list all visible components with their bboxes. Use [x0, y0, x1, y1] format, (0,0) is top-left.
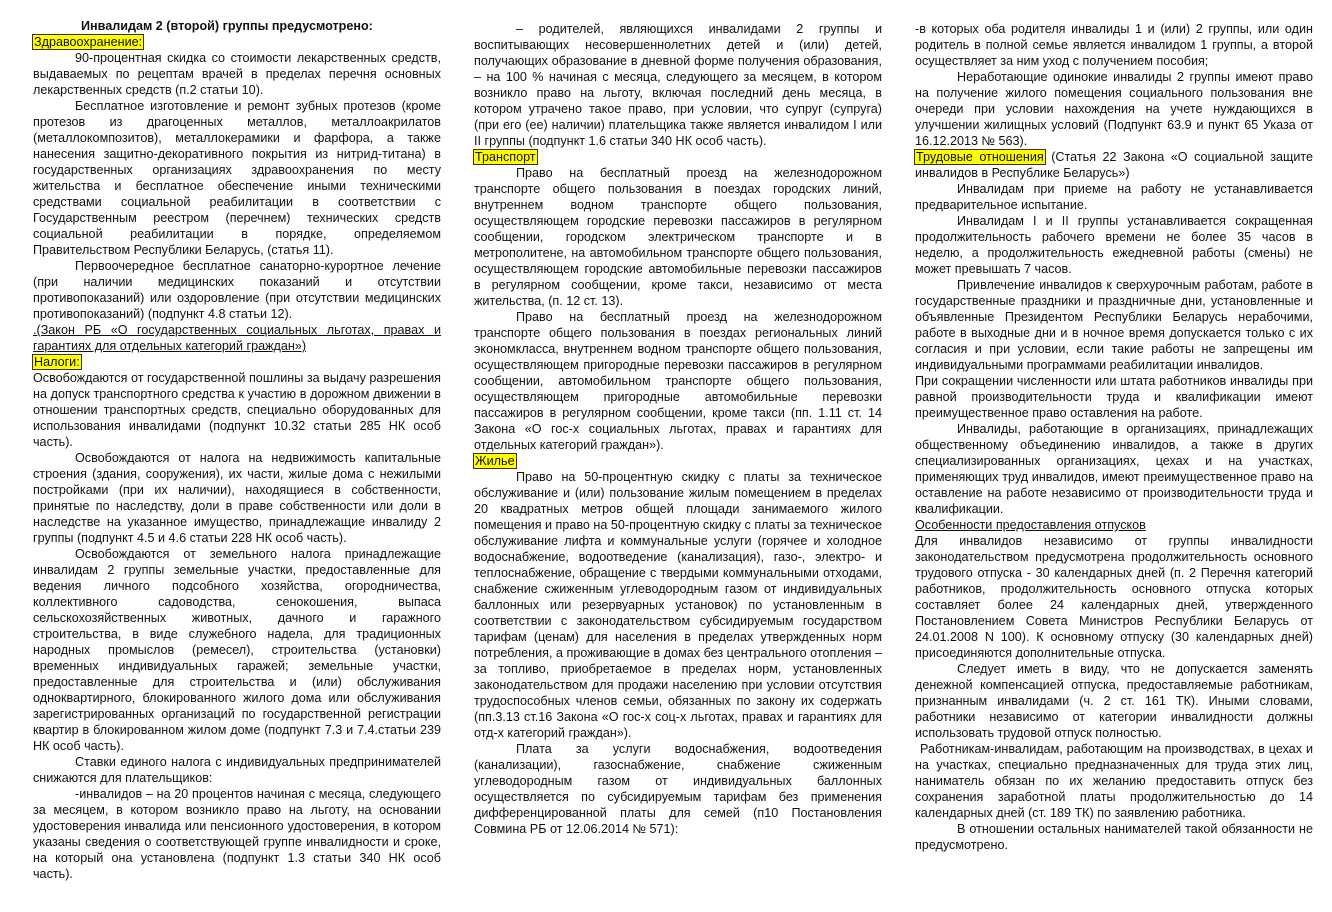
- paragraph: -инвалидов – на 20 процентов начиная с месяца, следующего за месяцем, в котором возникло право на льготу, на основании удостоверения инвалида или пенсионного удостоверения, в котором указаны сведения о соответствующей группе инвалидности и сроке, на который она установлена (подпункт 1.3 статьи 340 НК особ часть).: [33, 787, 441, 881]
- highlighted-heading: Жилье: [475, 454, 515, 468]
- column-2: [474, 21, 882, 837]
- paragraph: Инвалиды, работающие в организациях, принадлежащих общественному объединению инвалидов, а также в других специализированных организациях, цехах и на участках, применяющих труд инвалидов, имеют преимущественное право на оставление на работе независимо от производительности труда и квалификации.: [915, 422, 1313, 516]
- paragraph: Освобождаются от государственной пошлины за выдачу разрешения на допуск транспортного средства к участию в дорожном движении в отношении транспортных средств, специально оборудованных для использования инвалидами (подпункт 10.32 статьи 285 НК особ часть).: [33, 371, 441, 449]
- paragraph: Инвалидам I и II группы устанавливается сокращенная продолжительность рабочего времени не более 35 часов в неделю, а продолжительность ежедневной работы (смены) не может превышать 7 часов.: [915, 214, 1313, 276]
- paragraph: В отношении остальных нанимателей такой обязанности не предусмотрено.: [915, 822, 1313, 852]
- highlighted-heading: Налоги:: [34, 355, 80, 369]
- highlighted-heading: Транспорт: [475, 150, 536, 164]
- paragraph: Неработающие одинокие инвалиды 2 группы имеют право на получение жилого помещения социального пользования вне очереди при условии нахождения на учете нуждающихся в улучшении жилищных условий (Подпункт 63.9 и пункт 65 Указа от 16.12.2013 № 563).: [915, 70, 1313, 148]
- paragraph: Освобождаются от земельного налога принадлежащие инвалидам 2 группы земельные участки, предоставленные для ведения личного подсобного хозяйства, огородничества, коллективного садоводства, сенокошения, выпаса сельскохозяйственных животных, дачного и гаражного строительства, в виде служебного надела, для традиционных народных промыслов (ремесел), строительства (установки) временных индивидуальных гаражей; земельные участки, предоставленные для строительства и (или) обслуживания одноквартирного, блокированного жилого дома или обслуживания зарегистрированных организаций по государственной регистрации квартир в блокированном жилом доме (подпункт 7.3 и 7.4.статьи 239 НК особ часть).: [33, 547, 441, 753]
- paragraph: Бесплатное изготовление и ремонт зубных протезов (кроме протезов из драгоценных металлов, металлоакрилатов (металлокомпозитов), металлокерамики и фарфора, а также нанесения защитно-декоративного покрытия из нитрид-титана) в государственных организациях здравоохранения по месту жительства и бесплатное обеспечение иными техническими средствами социальной реабилитации в соответствии с Государственным реестром (перечнем) технических средств социальной реабилитации в порядке, определяемом Правительством Республики Беларусь, (статья 11).: [33, 99, 441, 257]
- column-1: [33, 18, 441, 882]
- section-heading-labor: [915, 149, 1313, 181]
- paragraph: Плата за услуги водоснабжения, водоотведения (канализации), газоснабжение, снабжение сжиженным углеводородным газом от индивидуальных баллонных осуществляется по субсидируемым тарифам без применения дифференцированной платы для семей (п10 Постановления Совмина РБ от 12.06.2014 № 571):: [474, 742, 882, 836]
- paragraph: Для инвалидов независимо от группы инвалидности законодательством предусмотрена продолжительность основного трудового отпуска - 30 календарных дней (п. 2 Перечня категорий работников, продолжительность основного отпуска которых составляет более 24 календарных дней, утвержденного Постановлением Совета Министров Республики Беларусь от 24.01.2008 N 100). К основному отпуску (30 календарных дней) присоединяются дополнительные отпуска.: [915, 534, 1313, 660]
- paragraph: Право на бесплатный проезд на железнодорожном транспорте общего пользования в поездах региональных линий экономкласса, внутреннем водном транспорте общего пользования, осуществляющем пригородные перевозки пассажиров в регулярном сообщении, автомобильном транспорте общего пользования, осуществляющем пригородные автомобильные перевозки пассажиров в регулярном сообщении, кроме такси (пп. 1.11 ст. 14 Закона «О гос-х социальных льготах, правах и гарантиях для отдельных категорий граждан»).: [474, 310, 882, 452]
- section-heading-housing: [474, 453, 882, 469]
- paragraph: Право на 50-процентную скидку с платы за техническое обслуживание и (или) пользование жилым помещением в пределах 20 квадратных метров общей площади занимаемого жилого помещения и право на 50-процентную скидку с платы за техническое обслуживание лифта и коммунальные услуги (горячее и холодное водоснабжение, водоотведение (канализация), газо-, электро- и теплоснабжение, обращение с твердыми коммунальными отходами, снабжение сжиженным углеводородным газом от индивидуальных баллонных или резервуарных установок) по установленным в соответствии с законодательством субсидируемым государством тарифам (ценам) для населения в пределах утвержденных норм потребления, а проживающие в домах без центрального отопления – за топливо, приобретаемое в пределах норм, установленных законодательством для продажи населению при условии отсутствия трудоспособных членов семьи, обязанных по закону их содержать (пп.3.13 ст.16 Закона «О гос-х соц-х льготах, правах и гарантиях для отд-х категорий граждан»).: [474, 470, 882, 740]
- section-heading-transport: [474, 149, 882, 165]
- section-heading-vacation: Особенности предоставления отпусков: [915, 518, 1146, 532]
- highlighted-heading: Трудовые отношения: [916, 150, 1044, 164]
- paragraph: 90-процентная скидка со стоимости лекарственных средств, выдаваемых по рецептам врачей в пределах перечня основных лекарственных средств (п.2 статьи 10).: [33, 51, 441, 97]
- paragraph: Инвалидам при приеме на работу не устанавливается предварительное испытание.: [915, 182, 1313, 212]
- paragraph: Работникам-инвалидам, работающим на производствах, в цехах и на участках, специально предназначенных для труда этих лиц, наниматель обязан по их желанию предоставить отпуск без сохранения заработной платы продолжительностью до 14 календарных дней (ст. 189 ТК) по заявлению работника.: [915, 742, 1313, 820]
- paragraph: Привлечение инвалидов к сверхурочным работам, работе в государственные праздники и праздничные дни, установленные и объявленные Президентом Республики Беларусь нерабочими, работе в выходные дни и в ночное время допускается только с их согласия и при условии, если такие работы не запрещены им индивидуальными программами реабилитации инвалидов.: [915, 278, 1313, 372]
- law-reference: .(Закон РБ «О государственных социальных льготах, правах и гарантиях для отдельных категорий граждан»): [33, 323, 441, 353]
- document-title: Инвалидам 2 (второй) группы предусмотрено:: [81, 19, 373, 33]
- column-3: [915, 21, 1313, 853]
- paragraph: При сокращении численности или штата работников инвалиды при равной производительности труда и квалификации имеют преимущественное право оставления на работе.: [915, 374, 1313, 420]
- highlighted-heading: Здравоохранение:: [34, 35, 143, 49]
- section-heading-taxes: [33, 354, 441, 370]
- paragraph: – родителей, являющихся инвалидами 2 группы и воспитывающих несовершеннолетних детей и (или) детей, получающих образование в дневной форме получения образования, – на 100 % начиная с месяца, следующего за месяцем, в котором возникло право на льготу, включая последний день месяца, в котором утрачено такое право, при условии, что супруг (супруга) (при его (ее) наличии) плательщика также является инвалидом I или II группы (подпункт 1.6 статьи 340 НК особ часть).: [474, 22, 882, 148]
- paragraph: Первоочередное бесплатное санаторно-курортное лечение (при наличии медицинских показаний и отсутствии противопоказаний) или оздоровление (при отсутствии медицинских противопоказаний) (подпункт 4.8 статьи 12).: [33, 259, 441, 321]
- paragraph: Освобождаются от налога на недвижимость капитальные строения (здания, сооружения), их части, жилые дома с нежилыми постройками (при их наличии), находящиеся в собственности, принятые по наследству, доли в праве собственности или доли в наследстве на указанное имущество, принадлежащие инвалиду 2 группы (подпункт 4.5 и 4.6 статьи 228 НК особ часть).: [33, 451, 441, 545]
- paragraph: Ставки единого налога с индивидуальных предпринимателей снижаются для плательщиков:: [33, 755, 441, 785]
- paragraph: Следует иметь в виду, что не допускается заменять денежной компенсацией отпуска, предоставляемые работникам, признанным инвалидами (ч. 2 ст. 161 ТК). Иными словами, работники независимо от категории инвалидности должны использовать трудовой отпуск полностью.: [915, 662, 1313, 740]
- paragraph: -в которых оба родителя инвалиды 1 и (или) 2 группы, или один родитель в полной семье является инвалидом 1 группы, а второй осуществляет за ним уход с получением пособия;: [915, 22, 1313, 68]
- section-heading-health: [33, 34, 441, 50]
- labor-law-reference: (Статья 22 Закона «О социальной защите инвалидов в Республике Беларусь»): [915, 150, 1313, 180]
- paragraph: Право на бесплатный проезд на железнодорожном транспорте общего пользования в поездах городских линий, внутреннем водном транспорте общего пользования, осуществляющем городские перевозки пассажиров в регулярном сообщении, городском электрическом транспорте и в метрополитене, на автомобильном транспорте общего пользования, осуществляющем городские автомобильные перевозки пассажиров в регулярном сообщении, кроме такси, независимо от места жительства, (п. 12 ст. 13).: [474, 166, 882, 308]
